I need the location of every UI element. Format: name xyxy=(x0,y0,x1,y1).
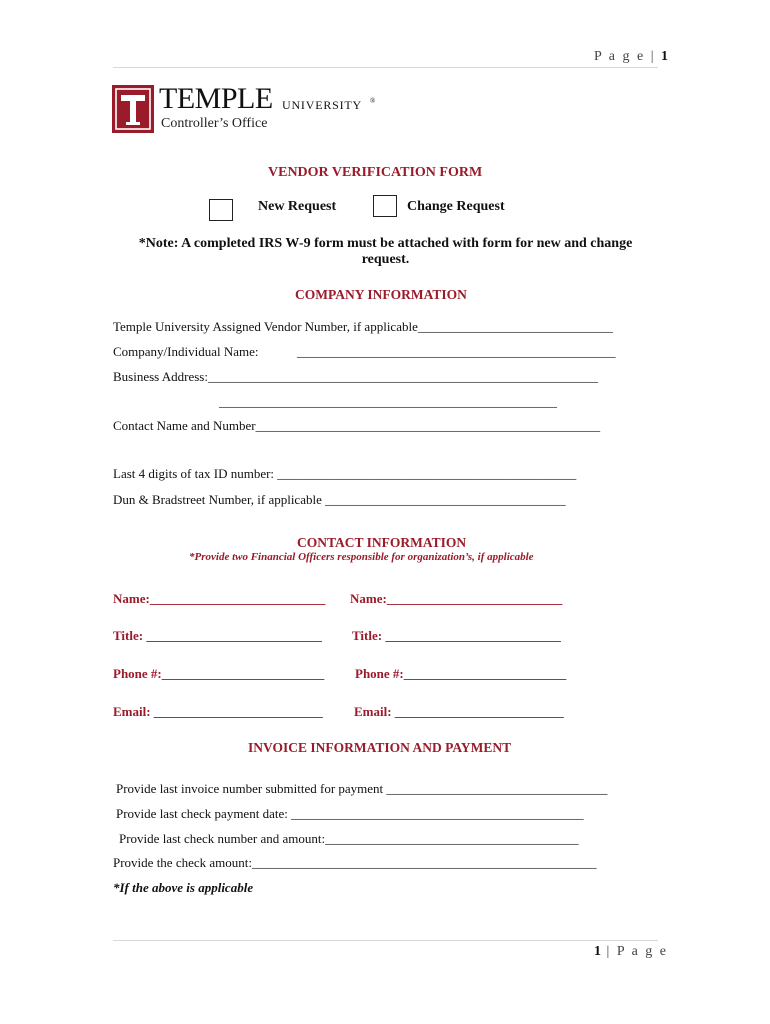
change-request-checkbox[interactable] xyxy=(373,195,397,217)
officer-1-name-field[interactable]: Name:___________________________ xyxy=(113,591,326,606)
contact-name-number-field[interactable]: Contact Name and Number_____________________________________________________ xyxy=(113,418,601,433)
company-name-label: Company/Individual Name: xyxy=(113,344,259,359)
change-request-label: Change Request xyxy=(407,199,505,214)
last-check-number-field[interactable]: Provide last check number and amount:_______________________________________ xyxy=(119,831,579,846)
page-header-number: P a g e | 1 xyxy=(594,49,669,64)
officer-1-email-field[interactable]: Email: __________________________ xyxy=(113,704,323,719)
logo-mark: ® xyxy=(370,97,376,105)
footer-rule xyxy=(113,940,658,941)
company-info-heading: COMPANY INFORMATION xyxy=(295,287,467,302)
last-check-date-field[interactable]: Provide last check payment date: _____________________________________________ xyxy=(116,806,584,821)
w9-note xyxy=(113,236,658,268)
officer-1-title-field[interactable]: Title: ___________________________ xyxy=(113,628,322,643)
temple-logo xyxy=(112,82,382,135)
business-address-line-2[interactable]: ____________________________________________________ xyxy=(219,394,557,409)
last-invoice-field[interactable]: Provide last invoice number submitted for payment __________________________________ xyxy=(116,781,608,796)
page-number: 1 xyxy=(661,49,669,64)
tax-id-field[interactable]: Last 4 digits of tax ID number: ______________________________________________ xyxy=(113,466,577,481)
check-amount-field[interactable]: Provide the check amount:_____________________________________________________ xyxy=(113,855,597,870)
page-label: P a g e xyxy=(594,49,646,64)
contact-info-subheading: *Provide two Financial Officers responsible for organization’s, if applicable xyxy=(189,551,534,563)
temple-t-icon xyxy=(112,85,154,133)
w9-note-line-2: request. xyxy=(361,252,410,267)
form-title: VENDOR VERIFICATION FORM xyxy=(268,165,483,180)
company-name-field[interactable]: _________________________________________________ xyxy=(297,344,616,359)
w9-note-line-1: *Note: A completed IRS W-9 form must be attached with form for new and change xyxy=(138,236,633,251)
new-request-label: New Request xyxy=(258,199,337,214)
footer-page-label: P a g e xyxy=(616,944,669,959)
applicable-footnote: *If the above is applicable xyxy=(113,880,254,895)
new-request-checkbox[interactable] xyxy=(209,199,233,221)
officer-2-name-field[interactable]: Name:___________________________ xyxy=(350,591,563,606)
footer-page-number: 1 xyxy=(594,944,601,959)
logo-temple-text: TEMPLE xyxy=(159,82,273,115)
contact-info-heading: CONTACT INFORMATION xyxy=(297,535,467,550)
header-rule xyxy=(113,67,658,68)
business-address-field[interactable]: Business Address:____________________________________________________________ xyxy=(113,369,598,384)
officer-2-email-field[interactable]: Email: __________________________ xyxy=(354,704,564,719)
officer-2-phone-field[interactable]: Phone #:_________________________ xyxy=(355,666,567,681)
vendor-number-field[interactable]: Temple University Assigned Vendor Number, if applicable______________________________ xyxy=(113,319,613,334)
logo-office-text: Controller’s Office xyxy=(161,116,268,131)
officer-1-phone-field[interactable]: Phone #:_________________________ xyxy=(113,666,325,681)
officer-2-title-field[interactable]: Title: ___________________________ xyxy=(352,628,561,643)
invoice-info-heading: INVOICE INFORMATION AND PAYMENT xyxy=(248,740,512,755)
page-footer-number: 1 | P a g e xyxy=(594,944,669,959)
duns-number-field[interactable]: Dun & Bradstreet Number, if applicable _____________________________________ xyxy=(113,492,566,507)
logo-university-text: UNIVERSITY xyxy=(282,98,362,112)
